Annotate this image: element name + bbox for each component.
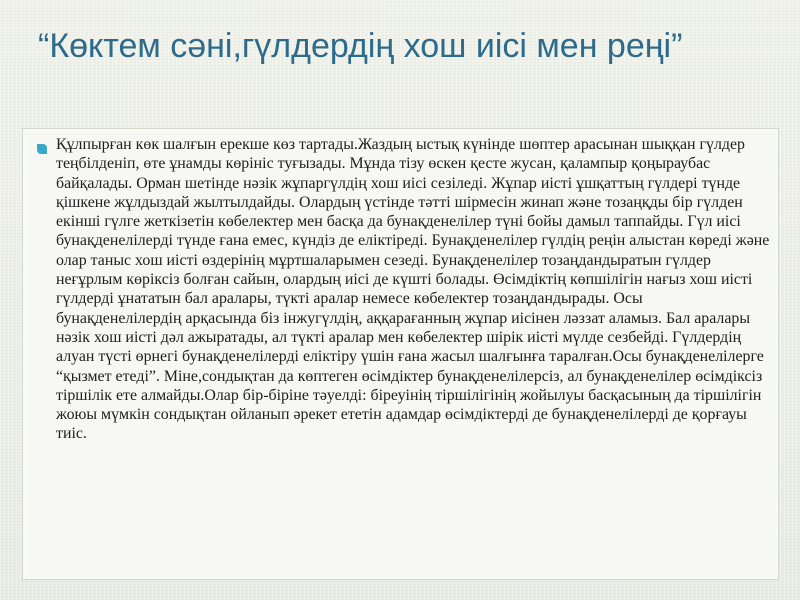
content-box xyxy=(22,128,779,580)
teardrop-bullet-icon xyxy=(36,142,48,154)
slide-title: “Көктем сәні,гүлдердің хош иісі мен реңі” xyxy=(38,27,683,65)
body-paragraph: Құлпырған көк шалғын ерекше көз тартады.Жаздың ыстық күнінде шөптер арасынан шыққан гүлдер теңбілденіп, өте ұнамды көрініс туғызады. Мұнда тізу өскен қесте жусан, қалампыр қоңыраубас байқалады. Орман шетінде нәзік жұпаргүлдің хош иісі сезіледі. Жұпар иісті ұшқаттың гүлдері түнде қішкене жұлдыздай жылтылдайды. Олардың үстінде тәтті шірмесін жинап және тозаңқды бір гүлден екінші гүлге жеткізетін көбелектер мен басқа да бунақденелілер түні бойы дамыл таппайды. Гүл иісі бунақденелілерді түнде ғана емес, күндіз де еліктіреді. Бунақденелілер гүлдің реңін алыстан көреді және олар таныс хош иісті өздерінің мұртшаларымен сезеді. Бунақденелілер тозаңдандыратын гүлдер неғұрлым көріксіз болған сайын, олардың иісі де күшті болады. Өсімдіктің көпшілігін нағыз хош иісті гүлдерді ұнататын бал аралары, түкті аралар немесе көбелектер тозаңдандырады. Осы бунақденелілердің арқасында біз інжугүлдің, аққарағанның жұпар иісінен ләззат аламыз. Бал аралары нәзік хош иісті дәл ажыратады, ал түкті аралар мен көбелектер шірік иісті мүлде сезбейді. Гүлдердің алуан түсті өрнегі бунақденелілерді еліктіру үшін ғана жасыл шалғынға таралған.Осы бунақденелілерге “қызмет етеді”. Міне,сондықтан да көптеген өсімдіктер бунақденелілерсіз, ал бунақденелілер өсімдіксіз тіршілік ете алмайды.Олар бір-біріне тәуелді: біреуінің тіршілігінің жойылуы басқасының да тіршілігін жоюы мүмкін сондықтан ойланып әрекет ететін адамдар өсімдіктерді де бунақденелілерді де қорғауы тиіс. xyxy=(56,136,770,443)
